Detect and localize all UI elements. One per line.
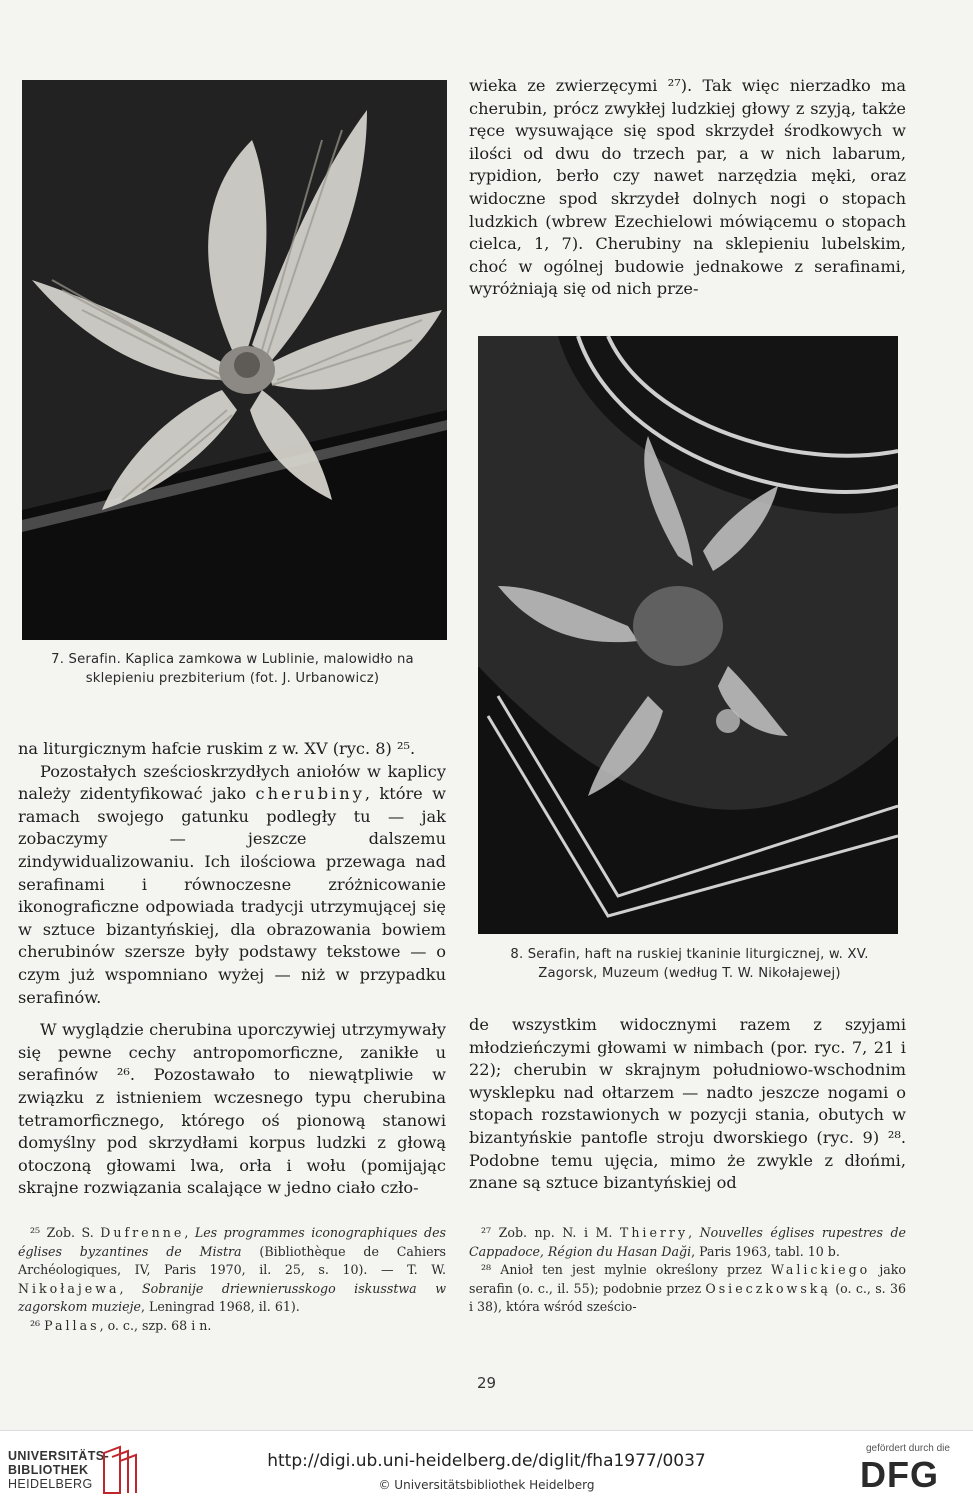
right-column-top-text bbox=[469, 75, 906, 313]
library-name-line-2: BIBLIOTHEK bbox=[8, 1463, 89, 1477]
figure-8-embroidery bbox=[478, 336, 898, 934]
figure-7-seraphim-painting bbox=[22, 80, 447, 640]
term-cherubiny: cherubiny bbox=[255, 784, 365, 804]
fn28-author-2: Osieczkowską bbox=[705, 1280, 831, 1296]
funded-by-label: gefördert durch die bbox=[866, 1443, 950, 1454]
fn28-text-c: (o. c., s. 36 i 38), która wśród sześcio- bbox=[469, 1280, 906, 1314]
fn25-author: Dufrenne bbox=[100, 1225, 185, 1240]
permalink-url[interactable]: http://digi.ub.uni-heidelberg.de/diglit/fha1977/0037 bbox=[267, 1451, 706, 1471]
dfg-logo[interactable]: DFG bbox=[860, 1454, 939, 1495]
library-name-line-3: HEIDELBERG bbox=[8, 1477, 93, 1491]
fn27-text-b: , bbox=[688, 1225, 700, 1240]
fn28-author: Walickiego bbox=[770, 1262, 871, 1277]
left-paragraph-1: na liturgicznym hafcie ruskim z w. XV (ryc. 8) ²⁵. bbox=[18, 739, 416, 758]
fn27-text-c: , Paris 1963, tabl. 10 b. bbox=[691, 1243, 840, 1259]
fn25-text-c: (Bibliothèque de Cahiers Archéologiques, IV, Paris 1970, il. 25, s. 10). — T. W. bbox=[18, 1243, 447, 1277]
left-paragraph-3: W wyglądzie cherubina uporczywiej utrzymywały się pewne cechy antropomorficzne, zanikłe u serafinów ²⁶. Pozostawało to niewątpliwie w związku z istnieniem wczesnego typu cherubina tetramorficznego, którego oś pionową stanowi domyślny pod skrzydłami korpus ludzki z głową otoczoną głowami lwa, orła i wołu (pomijając skrajne rozwiązania scalające w jedno ciało czło- bbox=[18, 1020, 446, 1198]
fn27-text-a: ²⁷ Zob. np. N. i M. bbox=[481, 1225, 620, 1240]
footnotes-left bbox=[18, 1224, 446, 1354]
figure-7-caption-line-1: 7. Serafin. Kaplica zamkowa w Lublinie, malowidło na bbox=[51, 652, 414, 667]
fn26-author: Pallas bbox=[44, 1317, 100, 1333]
left-column-body-text bbox=[18, 738, 446, 1212]
fn26-text-a: ²⁶ bbox=[30, 1317, 45, 1333]
footnote-26 bbox=[18, 1317, 446, 1336]
right-top-paragraph: wieka ze zwierzęcymi ²⁷). Tak więc nierzadko ma cherubin, prócz zwykłej ludzkiej głowy z szyją, także ręce wysuwające się spod skrzydeł środkowych w ilości od dwu do trzech par, a w nich labarum, rypidion, berło czy nawet narzędzia męki, oraz widoczne spod skrzydeł dolnych nogi o stopach ludzkich (wbrew Ezechielowi mówiącemu o stopach cielca, 1, 7). Cherubiny na sklepieniu lubelskim, choć w ogólnej budowie jednakowe z serafinami, wyróżniają się od nich prze- bbox=[469, 76, 906, 299]
figure-8-caption-line-2: Zagorsk, Muzeum (według T. W. Nikołajewej) bbox=[538, 966, 841, 981]
figure-7-caption bbox=[10, 650, 455, 688]
fn25-title-2: Sobranije driewnierusskogo iskusstwa w zagorskom muzieje bbox=[18, 1280, 446, 1314]
fn28-text-a: ²⁸ Anioł ten jest mylnie określony przez bbox=[481, 1262, 771, 1277]
figure-8-caption bbox=[462, 945, 917, 983]
footnotes-right bbox=[469, 1224, 906, 1354]
fn27-title: Nouvelles églises rupestres de Cappadoce, Région du Hasan Daği bbox=[469, 1225, 906, 1259]
footnote-25 bbox=[18, 1224, 446, 1317]
embroidery-image bbox=[478, 336, 898, 934]
left-paragraph-2-start: Pozostałych sześcioskrzydłych aniołów w kaplicy należy zidentyfikować jako bbox=[18, 761, 446, 804]
library-name-line-1: UNIVERSITÄTS- bbox=[8, 1449, 110, 1463]
footnote-27 bbox=[469, 1224, 906, 1261]
fn25-text-d: , bbox=[119, 1280, 143, 1296]
seraphim-painting-image bbox=[22, 80, 447, 640]
fn26-text-b: , o. c., szp. 68 i n. bbox=[99, 1317, 212, 1333]
copyright-notice: © Universitätsbibliothek Heidelberg bbox=[378, 1478, 595, 1492]
fn27-author: Thierry bbox=[619, 1225, 689, 1240]
fn25-author-2: Nikołajewa bbox=[18, 1280, 120, 1296]
digitization-footer bbox=[0, 1430, 973, 1502]
fn25-text-b: , bbox=[184, 1225, 195, 1240]
fn25-text-a: ²⁵ Zob. S. bbox=[30, 1225, 101, 1240]
left-paragraph-2 bbox=[18, 761, 446, 1010]
page-number: 29 bbox=[476, 1374, 497, 1392]
fn25-text-e: , Leningrad 1968, il. 61). bbox=[140, 1299, 300, 1314]
left-paragraph-2-rest: , które w ramach swojego gatunku podległy tu — jak zobaczymy — jeszcze dalszemu zindywidualizowaniu. Ich ilościowa przewaga nad serafinami i równoczesne zróżnicowanie ikonograficzne odpowiada tradycji utrzymującej się w sztuce bizantyńskiej, dla obrazowania bowiem cherubinów szersze były podstawy tekstowe — o czym już wspomniano wyżej — niż w przypadku serafinów. bbox=[18, 784, 446, 1007]
right-bottom-paragraph: de wszystkim widocznymi razem z szyjami młodzieńczymi głowami w nimbach (por. ryc. 7, 21 i 22); cherubin w skrajnym południowo-wschodnim wysklepku nad ołtarzem — nadto jeszcze nogami o stopach rozstawionych w pozycji stania, obutych w bizantyńskie pantofle stroju dworskiego (ryc. 9) ²⁸. Podobne temu ujęcia, mimo że zwykle z dłońmi, znane są sztuce bizantyńskiej od bbox=[469, 1015, 906, 1193]
right-column-bottom-text bbox=[469, 1014, 906, 1204]
fn25-title: Les programmes iconographiques des églises byzantines de Mistra bbox=[18, 1225, 447, 1259]
footnote-28 bbox=[469, 1261, 906, 1317]
figure-8-caption-line-1: 8. Serafin, haft na ruskiej tkaninie liturgicznej, w. XV. bbox=[510, 947, 869, 962]
fn28-text-b: jako serafin (o. c., il. 55); podobnie przez bbox=[469, 1262, 906, 1296]
figure-7-caption-line-2: sklepieniu prezbiterium (fot. J. Urbanowicz) bbox=[85, 671, 380, 686]
